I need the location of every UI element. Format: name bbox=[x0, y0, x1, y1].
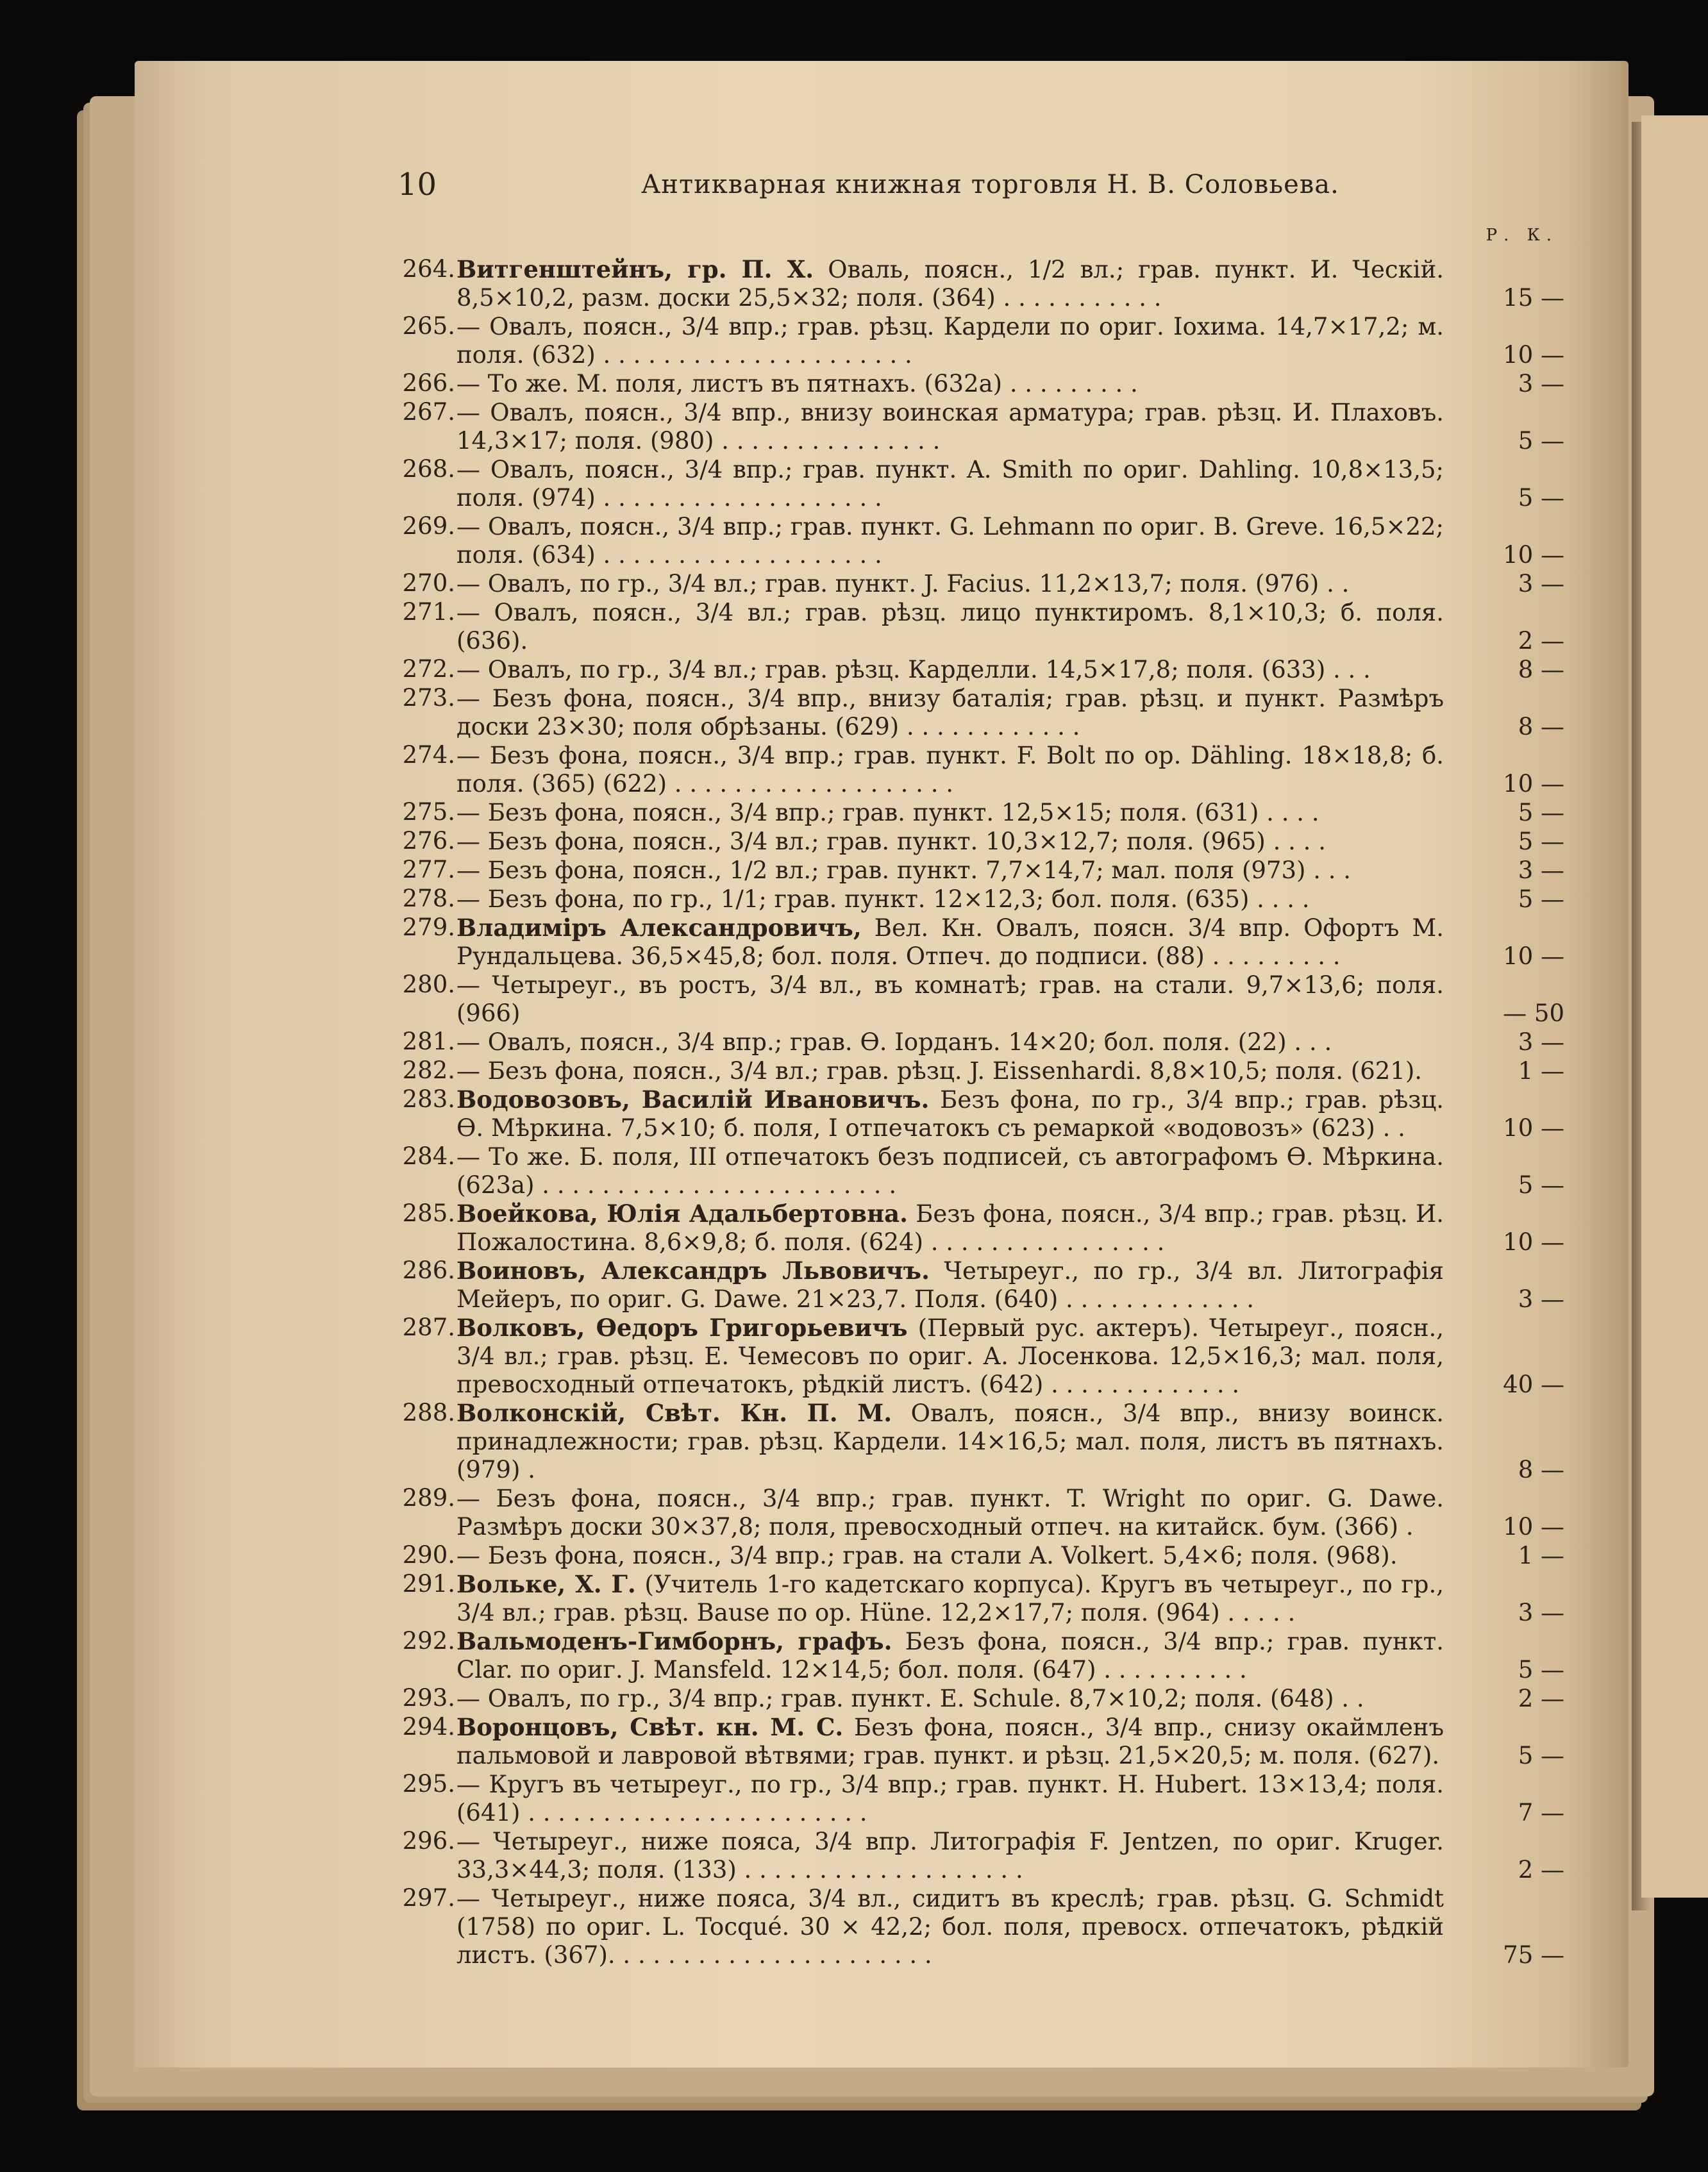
catalog-entry bbox=[398, 1884, 1564, 1969]
entry-price: 5 — bbox=[1518, 799, 1564, 826]
entry-number: 277. bbox=[402, 856, 455, 883]
catalog-entry bbox=[398, 512, 1564, 569]
entry-text: Вел. Кн. Овалъ, поясн. 3/4 впр. Офортъ М. Рундальцева. 36,5×45,8; бол. поля. Отпеч. до подписи. (88) . . . . . . . . . bbox=[456, 914, 1444, 970]
entry-description bbox=[456, 398, 1444, 455]
entry-price: 3 — bbox=[1518, 570, 1564, 597]
catalog-entry bbox=[398, 741, 1564, 798]
entry-price: 8 — bbox=[1518, 656, 1564, 683]
entry-description bbox=[456, 1884, 1444, 1969]
entry-description bbox=[456, 1314, 1444, 1399]
entry-sitter-name: Воиновъ, Александръ Львовичъ. bbox=[456, 1257, 930, 1285]
catalog-entry bbox=[398, 455, 1564, 512]
catalog-entry bbox=[398, 1484, 1564, 1541]
entry-description bbox=[456, 971, 1444, 1028]
entry-text: — Безъ фона, поясн., 3/4 впр., внизу баталія; грав. рѣзц. и пункт. Размѣръ доски 23×30; поля обрѣзаны. (629) . . . . . . . . . . . . bbox=[456, 685, 1444, 740]
entry-price: 15 — bbox=[1503, 284, 1564, 312]
entry-description bbox=[456, 798, 1444, 827]
entry-price: 5 — bbox=[1518, 484, 1564, 512]
catalog-entry bbox=[398, 655, 1564, 684]
catalog-entry bbox=[398, 1314, 1564, 1399]
entry-number: 288. bbox=[402, 1399, 455, 1426]
catalog-entry bbox=[398, 1713, 1564, 1770]
entry-number: 287. bbox=[402, 1314, 455, 1341]
catalog-entry bbox=[398, 914, 1564, 971]
entry-price: 10 — bbox=[1503, 942, 1564, 970]
entry-description bbox=[456, 1199, 1444, 1257]
entry-description bbox=[456, 914, 1444, 971]
entry-price: 3 — bbox=[1518, 370, 1564, 397]
entry-price: 1 — bbox=[1518, 1542, 1564, 1569]
entry-price: 8 — bbox=[1518, 1456, 1564, 1483]
entry-description bbox=[456, 1399, 1444, 1484]
entry-text: — Овалъ, поясн., 3/4 вл.; грав. рѣзц. лицо пунктиромъ. 8,1×10,3; б. поля. (636). bbox=[456, 599, 1444, 655]
catalog-entry bbox=[398, 598, 1564, 655]
entry-description bbox=[456, 312, 1444, 369]
entry-number: 270. bbox=[402, 569, 455, 597]
entry-number: 295. bbox=[402, 1770, 455, 1798]
entry-number: 289. bbox=[402, 1484, 455, 1512]
entry-text: (Учитель 1-го кадетскаго корпуса). Кругъ въ четыреуг., по гр., 3/4 вл.; грав. рѣзц. Bause по ор. Hüne. 12,2×17,7; поля. (964) . . . . . bbox=[456, 1571, 1444, 1626]
entry-description bbox=[456, 885, 1444, 914]
entry-text: — Безъ фона, поясн., 3/4 вл.; грав. пункт. 10,3×12,7; поля. (965) . . . . bbox=[456, 828, 1326, 855]
entry-sitter-name: Вальмоденъ-Гимборнъ, графъ. bbox=[456, 1627, 892, 1655]
entry-price: 2 — bbox=[1518, 1856, 1564, 1884]
entry-description bbox=[456, 1085, 1444, 1142]
entry-price: 5 — bbox=[1518, 828, 1564, 855]
entry-number: 264. bbox=[402, 255, 455, 283]
entry-number: 285. bbox=[402, 1199, 455, 1227]
catalog-entry bbox=[398, 1257, 1564, 1314]
entry-description bbox=[456, 655, 1444, 684]
entry-text: — Безъ фона, поясн., 3/4 впр.; грав. на стали A. Volkert. 5,4×6; поля. (968). bbox=[456, 1542, 1398, 1569]
entry-description bbox=[456, 369, 1444, 398]
entry-sitter-name: Воронцовъ, Свѣт. кн. М. С. bbox=[456, 1713, 844, 1741]
entry-number: 274. bbox=[402, 741, 455, 769]
entry-text: — Четыреуг., ниже пояса, 3/4 вл., сидитъ въ креслѣ; грав. рѣзц. G. Schmidt (1758) по ориг. L. Tocqué. 30 × 42,2; бол. поля, превосх. отпечатокъ, рѣдкій листъ. (367). . . . . . . . . . . . . . . . . . . . . . bbox=[456, 1885, 1444, 1969]
entry-price: 3 — bbox=[1518, 1599, 1564, 1626]
catalog-entry bbox=[398, 398, 1564, 455]
entry-sitter-name: Воейкова, Юлія Адальбертовна. bbox=[456, 1199, 908, 1228]
entry-description bbox=[456, 1541, 1444, 1570]
entry-description bbox=[456, 827, 1444, 856]
entry-text: Оваль, поясн., 1/2 вл.; грав. пункт. И. Ческій. 8,5×10,2, разм. доски 25,5×32; поля. (364) . . . . . . . . . . . bbox=[456, 256, 1444, 312]
price-column-header: Р. К. bbox=[1486, 226, 1558, 245]
entry-text: — Овалъ, по гр., 3/4 вл.; грав. рѣзц. Карделли. 14,5×17,8; поля. (633) . . . bbox=[456, 656, 1371, 683]
catalog-list bbox=[398, 255, 1564, 1969]
entry-sitter-name: Волконскій, Свѣт. Кн. П. М. bbox=[456, 1399, 892, 1427]
entry-description bbox=[456, 255, 1444, 312]
entry-text: — Безъ фона, поясн., 3/4 впр.; грав. пункт. F. Bolt по ор. Dähling. 18×18,8; б. поля. (365) (622) . . . . . . . . . . . . . . . . . . . bbox=[456, 742, 1444, 798]
entry-number: 290. bbox=[402, 1541, 455, 1569]
entry-text: Безъ фона, поясн., 3/4 впр.; грав. рѣзц. И. Пожалостина. 8,6×9,8; б. поля. (624) . . . . . . . . . . . . . . . . bbox=[456, 1200, 1444, 1256]
catalog-entry bbox=[398, 569, 1564, 598]
entry-description bbox=[456, 598, 1444, 655]
catalog-entry bbox=[398, 971, 1564, 1028]
catalog-entry bbox=[398, 1770, 1564, 1827]
entry-description bbox=[456, 455, 1444, 512]
entry-text: — Четыреуг., ниже пояса, 3/4 впр. Литографія F. Jentzen, по ориг. Kruger. 33,3×44,3; поля. (133) . . . . . . . . . . . . . . . . . . . bbox=[456, 1828, 1444, 1884]
entry-number: 272. bbox=[402, 655, 455, 683]
entry-description bbox=[456, 684, 1444, 741]
catalog-entry bbox=[398, 1085, 1564, 1142]
entry-number: 268. bbox=[402, 455, 455, 483]
page-number: 10 bbox=[398, 167, 437, 203]
entry-number: 291. bbox=[402, 1570, 455, 1598]
entry-price: 10 — bbox=[1503, 341, 1564, 369]
entry-text: — Безъ фона, поясн., 3/4 вл.; грав. рѣзц. J. Eissenhardi. 8,8×10,5; поля. (621). bbox=[456, 1057, 1423, 1085]
entry-price: 5 — bbox=[1518, 1656, 1564, 1683]
entry-price: 1 — bbox=[1518, 1057, 1564, 1085]
entry-text: — Безъ фона, по гр., 1/1; грав. пункт. 12×12,3; бол. поля. (635) . . . . bbox=[456, 885, 1310, 913]
entry-text: — Овалъ, поясн., 3/4 впр., внизу воинская арматура; грав. рѣзц. И. Плаховъ. 14,3×17; поля. (980) . . . . . . . . . . . . . . . bbox=[456, 399, 1444, 455]
entry-text: — Овалъ, по гр., 3/4 впр.; грав. пункт. E. Schule. 8,7×10,2; поля. (648) . . bbox=[456, 1685, 1364, 1712]
entry-price: 5 — bbox=[1518, 1742, 1564, 1769]
catalog-entry bbox=[398, 684, 1564, 741]
entry-text: — Безъ фона, поясн., 3/4 впр.; грав. пункт. T. Wright по ориг. G. Dawe. Размѣръ доски 30×37,8; поля, превосходный отпеч. на китайск. бум. (366) . bbox=[456, 1485, 1444, 1541]
entry-price: 3 — bbox=[1518, 1028, 1564, 1056]
entry-text: Безъ фона, поясн., 3/4 впр.; грав. пункт. Clar. по ориг. J. Mansfeld. 12×14,5; бол. поля. (647) . . . . . . . . . . bbox=[456, 1628, 1444, 1683]
entry-number: 281. bbox=[402, 1028, 455, 1055]
entry-number: 284. bbox=[402, 1142, 455, 1170]
entry-number: 265. bbox=[402, 312, 455, 340]
catalog-entry bbox=[398, 1199, 1564, 1257]
entry-sitter-name: Водовозовъ, Василій Ивановичъ. bbox=[456, 1085, 930, 1114]
entry-number: 293. bbox=[402, 1684, 455, 1712]
entry-number: 296. bbox=[402, 1827, 455, 1855]
entry-number: 283. bbox=[402, 1085, 455, 1113]
entry-description bbox=[456, 1484, 1444, 1541]
catalog-entry bbox=[398, 856, 1564, 885]
entry-text: — Безъ фона, поясн., 3/4 впр.; грав. пункт. 12,5×15; поля. (631) . . . . bbox=[456, 799, 1319, 826]
catalog-entry bbox=[398, 1827, 1564, 1884]
entry-text: Безъ фона, по гр., 3/4 впр.; грав. рѣзц. Ѳ. Мѣркина. 7,5×10; б. поля, I отпечатокъ съ ремаркой «водовозъ» (623) . . bbox=[456, 1086, 1444, 1142]
entry-number: 280. bbox=[402, 971, 455, 998]
entry-text: — Кругъ въ четыреуг., по гр., 3/4 впр.; грав. пункт. H. Hubert. 13×13,4; поля. (641) . . . . . . . . . . . . . . . . . . . . . . . bbox=[456, 1771, 1444, 1826]
entry-description bbox=[456, 1627, 1444, 1684]
page-header bbox=[398, 165, 1339, 204]
entry-number: 275. bbox=[402, 798, 455, 826]
entry-description bbox=[456, 1057, 1444, 1085]
entry-text: — Овалъ, поясн., 3/4 впр.; грав. рѣзц. Кардели по ориг. Іохима. 14,7×17,2; м. поля. (632) . . . . . . . . . . . . . . . . . . . . . bbox=[456, 313, 1444, 369]
entry-sitter-name: Вольке, Х. Г. bbox=[456, 1570, 636, 1598]
entry-number: 273. bbox=[402, 684, 455, 712]
catalog-entry bbox=[398, 1541, 1564, 1570]
running-head: Антикварная книжная торговля Н. В. Соловьева. bbox=[641, 170, 1339, 199]
catalog-entry bbox=[398, 312, 1564, 369]
entry-description bbox=[456, 1142, 1444, 1199]
entry-price: 10 — bbox=[1503, 541, 1564, 569]
entry-description bbox=[456, 1570, 1444, 1627]
catalog-entry bbox=[398, 1057, 1564, 1085]
entry-number: 267. bbox=[402, 398, 455, 426]
entry-sitter-name: Волковъ, Ѳедоръ Григорьевичъ bbox=[456, 1314, 908, 1342]
entry-number: 297. bbox=[402, 1884, 455, 1912]
entry-text: — Овалъ, по гр., 3/4 вл.; грав. пункт. J. Facius. 11,2×13,7; поля. (976) . . bbox=[456, 570, 1350, 597]
entry-text: — Безъ фона, поясн., 1/2 вл.; грав. пункт. 7,7×14,7; мал. поля (973) . . . bbox=[456, 856, 1351, 884]
entry-text: Овалъ, поясн., 3/4 впр., внизу воинск. принадлежности; грав. рѣзц. Кардели. 14×16,5; мал. поля, листъ въ пятнахъ. (979) . bbox=[456, 1399, 1444, 1483]
entry-price: 40 — bbox=[1503, 1371, 1564, 1398]
entry-price: 5 — bbox=[1518, 427, 1564, 455]
entry-description bbox=[456, 1713, 1444, 1770]
catalog-entry bbox=[398, 827, 1564, 856]
entry-price: 10 — bbox=[1503, 770, 1564, 798]
entry-description bbox=[456, 1827, 1444, 1884]
entry-number: 276. bbox=[402, 827, 455, 855]
catalog-entry bbox=[398, 369, 1564, 398]
entry-number: 266. bbox=[402, 369, 455, 397]
entry-description bbox=[456, 569, 1444, 598]
entry-number: 271. bbox=[402, 598, 455, 626]
entry-sitter-name: Витгенштейнъ, гр. П. Х. bbox=[456, 255, 814, 283]
catalog-entry bbox=[398, 885, 1564, 914]
catalog-entry bbox=[398, 1570, 1564, 1627]
next-page-edge bbox=[1641, 115, 1708, 1898]
entry-sitter-name: Владиміръ Александровичъ, bbox=[456, 914, 862, 942]
entry-price: 10 — bbox=[1503, 1228, 1564, 1256]
entry-description bbox=[456, 1028, 1444, 1057]
entry-price: 5 — bbox=[1518, 1171, 1564, 1199]
entry-description bbox=[456, 741, 1444, 798]
entry-text: — Четыреуг., въ ростъ, 3/4 вл., въ комнатѣ; грав. на стали. 9,7×13,6; поля. (966) bbox=[456, 971, 1444, 1027]
entry-text: (Первый рус. актеръ). Четыреуг., поясн., 3/4 вл.; грав. рѣзц. Е. Чемесовъ по ориг. А. Лосенкова. 12,5×16,3; мал. поля, превосходный отпечатокъ, рѣдкій листъ. (642) . . . . . . . . . . . . . bbox=[456, 1314, 1444, 1398]
catalog-entry bbox=[398, 255, 1564, 312]
entry-number: 294. bbox=[402, 1713, 455, 1741]
entry-text: Безъ фона, поясн., 3/4 впр., снизу окаймленъ пальмовой и лавровой вѣтвями; грав. пункт. и рѣзц. 21,5×20,5; м. поля. (627). bbox=[456, 1714, 1444, 1769]
entry-price: 2 — bbox=[1518, 627, 1564, 655]
catalog-entry bbox=[398, 1028, 1564, 1057]
catalog-entry bbox=[398, 1142, 1564, 1199]
entry-description bbox=[456, 856, 1444, 885]
catalog-entry bbox=[398, 1684, 1564, 1713]
entry-price: 10 — bbox=[1503, 1114, 1564, 1142]
entry-price: 3 — bbox=[1518, 1285, 1564, 1313]
entry-price: 5 — bbox=[1518, 885, 1564, 913]
catalog-entry bbox=[398, 1627, 1564, 1684]
entry-text: Четыреуг., по гр., 3/4 вл. Литографія Мейеръ, по ориг. G. Dawe. 21×23,7. Поля. (640) . . . . . . . . . . . . . bbox=[456, 1257, 1444, 1313]
entry-description bbox=[456, 1770, 1444, 1827]
entry-price: 7 — bbox=[1518, 1799, 1564, 1826]
entry-text: — То же. Б. поля, III отпечатокъ безъ подписей, съ автографомъ Ѳ. Мѣркина. (623а) . . . . . . . . . . . . . . . . . . . . . . . . bbox=[456, 1143, 1444, 1199]
entry-number: 282. bbox=[402, 1057, 455, 1084]
entry-number: 278. bbox=[402, 885, 455, 912]
entry-number: 286. bbox=[402, 1257, 455, 1284]
entry-price: 3 — bbox=[1518, 856, 1564, 884]
entry-price: 75 — bbox=[1503, 1941, 1564, 1969]
entry-description bbox=[456, 1684, 1444, 1713]
entry-number: 269. bbox=[402, 512, 455, 540]
entry-text: — То же. М. поля, листъ въ пятнахъ. (632а) . . . . . . . . . bbox=[456, 370, 1138, 397]
entry-text: — Овалъ, поясн., 3/4 впр.; грав. пункт. A. Smith по ориг. Dahling. 10,8×13,5; поля. (974) . . . . . . . . . . . . . . . . . . . bbox=[456, 456, 1444, 512]
entry-description bbox=[456, 512, 1444, 569]
entry-text: — Овалъ, поясн., 3/4 впр.; грав. пункт. G. Lehmann по ориг. B. Greve. 16,5×22; поля. (634) . . . . . . . . . . . . . . . . . . . bbox=[456, 513, 1444, 569]
entry-price: 2 — bbox=[1518, 1685, 1564, 1712]
entry-number: 292. bbox=[402, 1627, 455, 1655]
entry-price: 10 — bbox=[1503, 1513, 1564, 1541]
entry-price: — 50 bbox=[1503, 999, 1564, 1027]
entry-description bbox=[456, 1257, 1444, 1314]
entry-price: 8 — bbox=[1518, 713, 1564, 740]
catalog-entry bbox=[398, 1399, 1564, 1484]
catalog-entry bbox=[398, 798, 1564, 827]
entry-number: 279. bbox=[402, 914, 455, 941]
entry-text: — Овалъ, поясн., 3/4 впр.; грав. Ѳ. Іорданъ. 14×20; бол. поля. (22) . . . bbox=[456, 1028, 1332, 1056]
